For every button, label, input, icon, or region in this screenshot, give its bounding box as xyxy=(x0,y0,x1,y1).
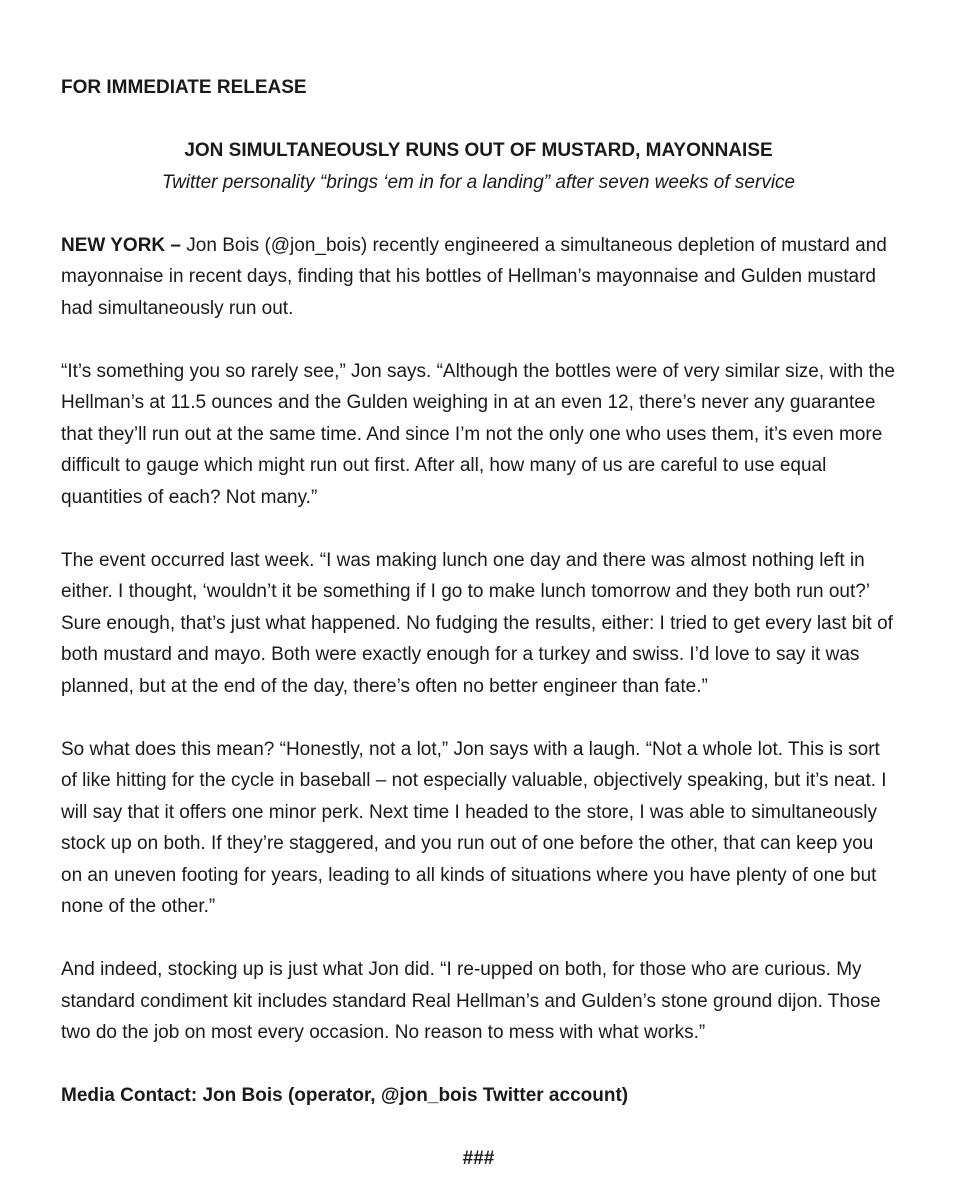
body-paragraph-2: “It’s something you so rarely see,” Jon says. “Although the bottles were of very similar size, with the Hellman’s at 11.5 ounces and the Gulden weighing in at an even 12, there’s never any guarantee that they’ll run out at the same time. And since I’m not the only one who uses them, it’s even more difficult to gauge which might run out first. After all, how many of us are careful to use equal quantities of each? Not many.” xyxy=(61,360,895,508)
body-paragraph-5: And indeed, stocking up is just what Jon did. “I re-upped on both, for those who are curious. My standard condiment kit includes standard Real Hellman’s and Gulden’s stone ground dijon. Those two do the job on most every occasion. No reason to mess with what works.” xyxy=(61,959,881,1043)
body-paragraph-1 xyxy=(61,230,896,325)
dateline: NEW YORK – xyxy=(61,234,182,256)
subheadline: Twitter personality “brings ‘em in for a landing” after seven weeks of service xyxy=(161,171,796,193)
body-paragraph-4: So what does this mean? “Honestly, not a lot,” Jon says with a laugh. “Not a whole lot. This is sort of like hitting for the cycle in baseball – not especially valuable, objectively speaking, but it’s neat. I will say that it offers one minor perk. Next time I headed to the store, I was able to simultaneously stock up on both. If they’re staggered, and you run out of one before the other, that can keep you on an uneven footing for years, leading to all kinds of situations where you have plenty of one but none of the other.” xyxy=(61,738,887,917)
end-mark: ### xyxy=(462,1148,495,1169)
release-label: FOR IMMEDIATE RELEASE xyxy=(61,77,307,98)
body-paragraph-3: The event occurred last week. “I was making lunch one day and there was almost nothing left in either. I thought, ‘wouldn’t it be something if I go to make lunch tomorrow and they both run out?’ Sure enough, that’s just what happened. No fudging the results, either: I tried to get every last bit of both mustard and mayo. Both were exactly enough for a turkey and swiss. I’d love to say it was planned, but at the end of the day, there’s often no better engineer than fate.” xyxy=(61,549,893,697)
paragraph-1-text: Jon Bois (@jon_bois) recently engineered a simultaneous depletion of mustard and mayonnaise in recent days, finding that his bottles of Hellman’s mayonnaise and Gulden mustard had simultaneously run out. xyxy=(61,234,887,319)
headline: JON SIMULTANEOUSLY RUNS OUT OF MUSTARD, MAYONNAISE xyxy=(184,140,773,161)
media-contact: Media Contact: Jon Bois (operator, @jon_bois Twitter account) xyxy=(61,1085,629,1106)
